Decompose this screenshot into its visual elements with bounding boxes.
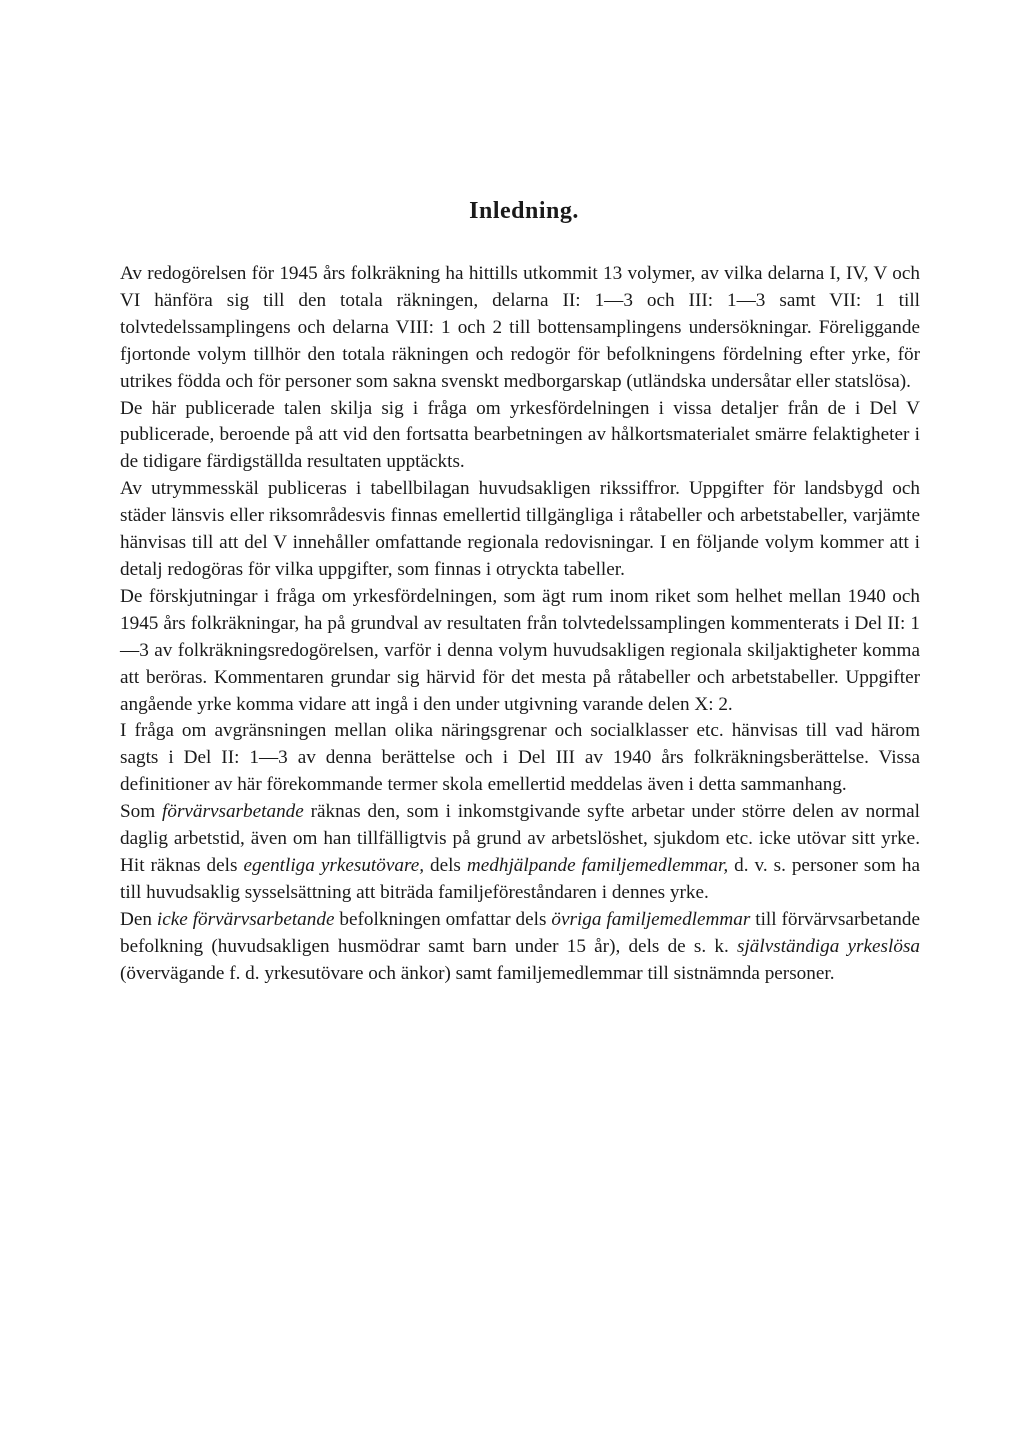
paragraph-6-text-b: räknas den, som i inkomstgivande syfte arbetar under större delen av normal daglig arbetstid, även om han tillfälligtvis på grund av arbetslöshet, sjukdom etc. icke utövar sitt yrke. Hit räknas dels	[120, 801, 920, 876]
term-egentliga-yrkesutovare: egentliga yrkesutövare,	[243, 854, 425, 876]
paragraph-1-text: Av redogörelsen för 1945 års folkräkning ha hittills utkommit 13 volymer, av vilka delarna I, IV, V och VI hänföra sig till den totala räkningen, delarna II: 1—3 och III: 1—3 samt VII: 1 till tolvtedelssamplingens och delarna VIII: 1 och 2 till bottensamplingens undersökningar. Föreliggande fjortonde volym tillhör den totala räkningen och redogör för befolkningens fördelning efter yrke, för utrikes födda och för personer som sakna svenskt medborgarskap (utländska undersåtar eller statslösa).	[120, 263, 920, 392]
term-icke-forvarvsarbetande: icke förvärvsarbetande	[156, 908, 335, 930]
paragraph-7-text-d: (övervägande f. d. yrkesutövare och änkor) samt familjemedlemmar till sistnämnda personer.	[120, 962, 835, 984]
term-ovriga-familjemedlemmar: övriga familjemedlemmar	[551, 908, 751, 930]
paragraph-1	[120, 261, 920, 396]
paragraph-6-text-c: dels	[424, 854, 467, 876]
paragraph-2	[120, 396, 920, 477]
paragraph-2-text: De här publicerade talen skilja sig i fråga om yrkesfördelningen i vissa detaljer från de i Del V publicerade, beroende på att vid den fortsatta bearbetningen av hålkortsmaterialet smärre felaktigheter i de tidigare färdigställda resultaten upptäckts.	[120, 397, 920, 473]
paragraph-6-text-d: d. v. s. personer som ha till huvudsaklig sysselsättning att biträda familjeföreståndaren i dennes yrke.	[120, 854, 920, 903]
paragraph-7-text-b: befolkningen omfattar dels	[334, 908, 552, 930]
paragraph-6	[120, 799, 920, 907]
paragraph-4-text: De förskjutningar i fråga om yrkesfördelningen, som ägt rum inom riket som helhet mellan 1940 och 1945 års folkräkningar, ha på grundval av resultaten från tolvtedelssamplingen kommenterats i Del II: 1—3 av folkräkningsredogörelsen, varför i denna volym huvudsakligen regionala skiljaktigheter komma att beröras. Kommentaren grundar sig härvid för det mesta på råtabeller och arbetstabeller. Uppgifter angående yrke komma vidare att ingå i den under utgivning varande delen X: 2.	[120, 585, 920, 715]
page-title: Inledning.	[469, 198, 579, 224]
paragraph-7	[120, 907, 920, 988]
paragraph-6-text-a: Som	[120, 801, 163, 823]
paragraph-3	[120, 476, 920, 584]
term-forvarvsarbetande: förvärvsarbetande	[162, 801, 304, 823]
paragraph-7-text-a: Den	[120, 908, 157, 930]
paragraph-4	[120, 584, 920, 719]
paragraph-7-text-c: till förvärvsarbetande befolkning (huvudsakligen husmödrar samt barn under 15 år), dels de s. k.	[120, 908, 920, 957]
term-sjalvstandiga-yrkeslosa: självständiga yrkeslösa	[736, 935, 920, 957]
paragraph-3-text: Av utrymmesskäl publiceras i tabellbilagan huvudsakligen rikssiffror. Uppgifter för landsbygd och städer länsvis eller riksområdesvis finnas emellertid tillgängliga i råtabeller och arbetstabeller, varjämte hänvisas till att del V innehåller omfattande regionala redovisningar. I en följande volym kommer att i detalj redogöras för vilka uppgifter, som finnas i otryckta tabeller.	[120, 478, 920, 580]
term-medhjalpande-familjemedlemmar: medhjälpande familjemedlemmar,	[466, 854, 729, 876]
paragraph-5	[120, 718, 920, 799]
document-page	[120, 198, 920, 987]
paragraph-5-text: I fråga om avgränsningen mellan olika näringsgrenar och socialklasser etc. hänvisas till vad härom sagts i Del II: 1—3 av denna berättelse och i Del III av 1940 års folkräkningsberättelse. Vissa definitioner av här förekommande termer skola emellertid meddelas även i detta sammanhang.	[120, 720, 920, 796]
